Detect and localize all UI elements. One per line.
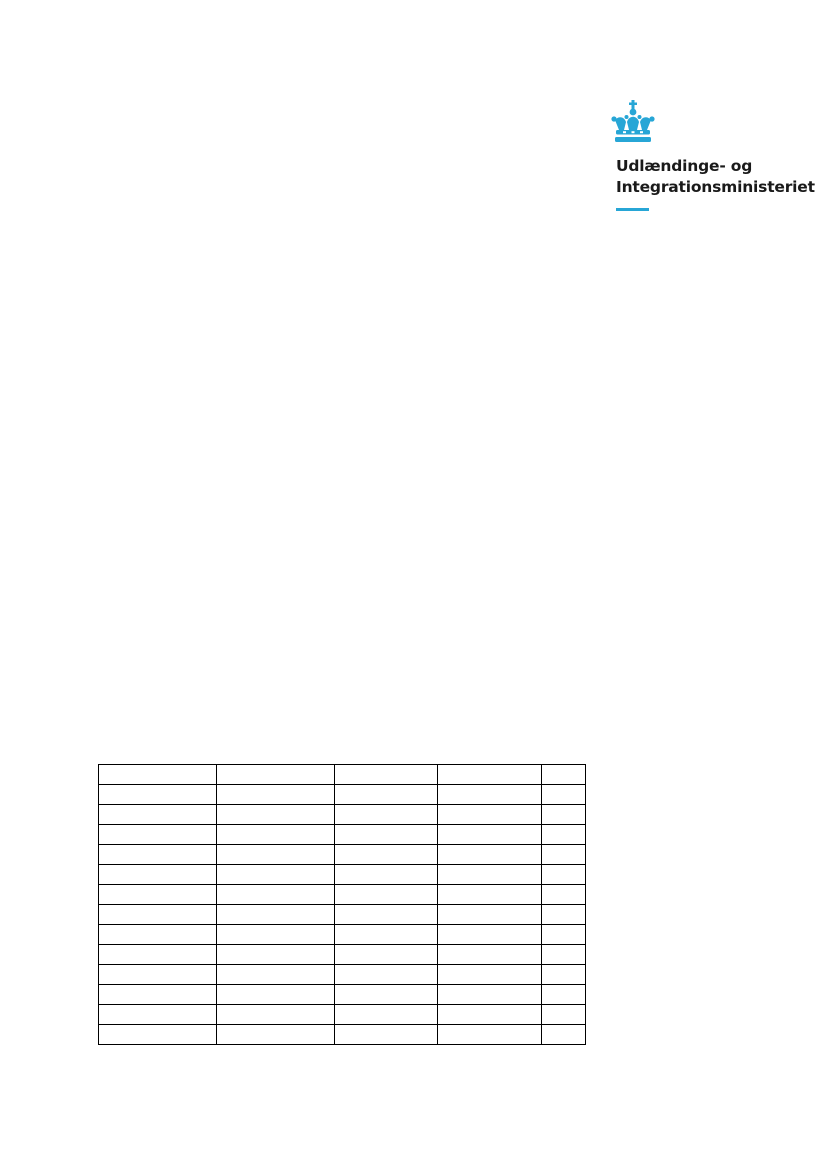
table-cell — [438, 945, 542, 965]
table-row — [99, 845, 586, 865]
table-row — [99, 965, 586, 985]
table-row — [99, 765, 586, 785]
table-cell — [542, 925, 586, 945]
table-cell — [542, 845, 586, 865]
ministry-logo — [616, 100, 816, 211]
table-cell — [542, 905, 586, 925]
table-cell — [542, 1025, 586, 1045]
table-cell — [335, 1005, 438, 1025]
table-cell — [438, 825, 542, 845]
table-cell — [438, 985, 542, 1005]
table-cell — [99, 805, 217, 825]
table-cell — [438, 865, 542, 885]
table-row — [99, 865, 586, 885]
table-cell — [217, 885, 335, 905]
table-row — [99, 785, 586, 805]
table-row — [99, 825, 586, 845]
table-cell — [217, 785, 335, 805]
table-cell — [99, 965, 217, 985]
table-cell — [217, 805, 335, 825]
table-cell — [335, 865, 438, 885]
table-cell — [335, 785, 438, 805]
table-cell — [335, 765, 438, 785]
table-cell — [335, 965, 438, 985]
table-cell — [335, 825, 438, 845]
table-cell — [542, 765, 586, 785]
table-cell — [99, 845, 217, 865]
accent-rule — [616, 208, 649, 211]
table-cell — [542, 965, 586, 985]
table-cell — [438, 845, 542, 865]
table-cell — [542, 945, 586, 965]
table-cell — [99, 945, 217, 965]
table-cell — [542, 825, 586, 845]
table-row — [99, 885, 586, 905]
table-cell — [542, 805, 586, 825]
table-cell — [99, 905, 217, 925]
table-cell — [542, 785, 586, 805]
ministry-name — [616, 156, 816, 198]
table-cell — [542, 865, 586, 885]
table-cell — [99, 985, 217, 1005]
table-cell — [99, 925, 217, 945]
table-row — [99, 985, 586, 1005]
table-cell — [438, 1025, 542, 1045]
table-cell — [335, 985, 438, 1005]
table-row — [99, 805, 586, 825]
table-cell — [542, 985, 586, 1005]
table-cell — [99, 825, 217, 845]
table-cell — [335, 945, 438, 965]
table-cell — [335, 905, 438, 925]
table-row — [99, 1025, 586, 1045]
table-cell — [438, 785, 542, 805]
table-cell — [99, 885, 217, 905]
table-cell — [99, 785, 217, 805]
table-cell — [217, 925, 335, 945]
table-cell — [542, 1005, 586, 1025]
table-cell — [99, 1025, 217, 1045]
table-cell — [99, 765, 217, 785]
table-cell — [438, 885, 542, 905]
ministry-name-line-1: Udlændinge- og — [616, 157, 753, 175]
table-cell — [217, 1025, 335, 1045]
table-cell — [335, 805, 438, 825]
grid-table-body — [99, 765, 586, 1045]
table-cell — [217, 985, 335, 1005]
royal-crown-icon — [610, 100, 656, 144]
table-cell — [335, 1025, 438, 1045]
table-cell — [438, 1005, 542, 1025]
table-cell — [438, 905, 542, 925]
table-cell — [438, 765, 542, 785]
table-cell — [335, 845, 438, 865]
table-cell — [217, 765, 335, 785]
table-cell — [438, 965, 542, 985]
table-cell — [217, 945, 335, 965]
ministry-name-line-2: Integrationsministeriet — [616, 178, 815, 196]
table-cell — [335, 925, 438, 945]
table-cell — [217, 1005, 335, 1025]
table-row — [99, 1005, 586, 1025]
table-cell — [217, 965, 335, 985]
table-cell — [335, 885, 438, 905]
table-row — [99, 925, 586, 945]
table-cell — [438, 925, 542, 945]
table-cell — [99, 1005, 217, 1025]
table-cell — [99, 865, 217, 885]
empty-grid-table — [98, 764, 586, 1045]
table-cell — [217, 905, 335, 925]
table-cell — [217, 845, 335, 865]
table-row — [99, 945, 586, 965]
table-row — [99, 905, 586, 925]
table-cell — [542, 885, 586, 905]
table-cell — [438, 805, 542, 825]
table-cell — [217, 865, 335, 885]
table-cell — [217, 825, 335, 845]
